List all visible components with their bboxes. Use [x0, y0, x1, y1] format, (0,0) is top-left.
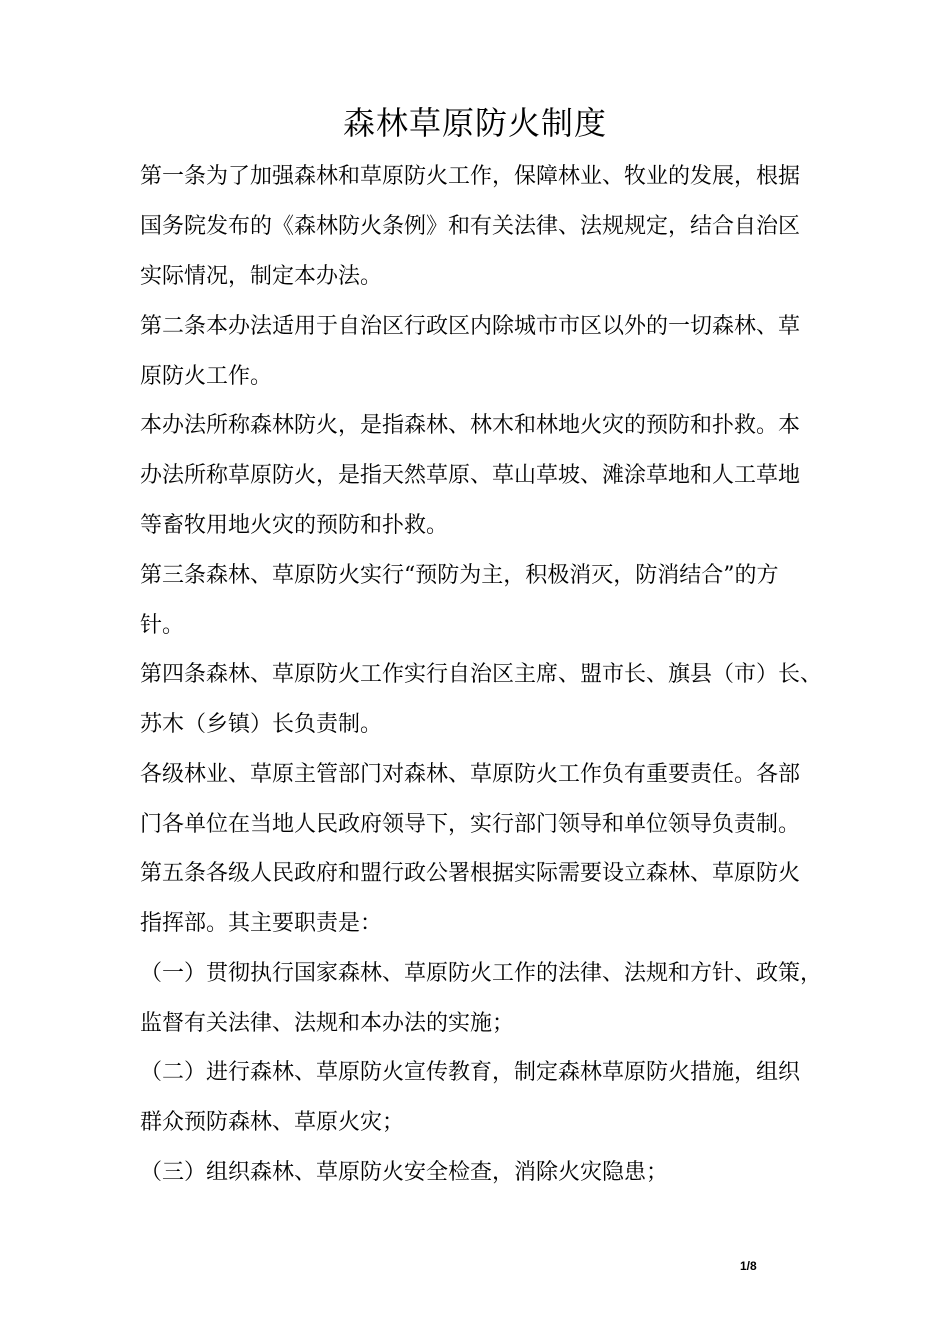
page-number: 1/8	[740, 1259, 757, 1273]
body-line: 苏木（乡镇）长负责制。	[140, 712, 383, 737]
body-line: （一）贯彻执行国家森林、草原防火工作的法律、法规和方针、政策，	[140, 961, 823, 986]
body-line: （二）进行森林、草原防火宣传教育，制定森林草原防火措施，组织	[140, 1060, 801, 1085]
body-line: 针。	[140, 613, 185, 638]
body-line: 实际情况，制定本办法。	[140, 264, 383, 289]
body-line: 门各单位在当地人民政府领导下，实行部门领导和单位领导负责制。	[140, 812, 801, 837]
body-line: 第三条森林、草原防火实行“预防为主，积极消灭，防消结合”的方	[140, 563, 779, 588]
body-line: 原防火工作。	[140, 364, 273, 389]
body-line: 指挥部。其主要职责是：	[140, 911, 383, 936]
body-line: 国务院发布的《森林防火条例》和有关法律、法规规定，结合自治区	[140, 214, 801, 239]
body-line: 监督有关法律、法规和本办法的实施；	[140, 1011, 515, 1036]
body-line: 群众预防森林、草原火灾；	[140, 1110, 405, 1135]
body-line: 各级林业、草原主管部门对森林、草原防火工作负有重要责任。各部	[140, 762, 801, 787]
body-line: 等畜牧用地火灾的预防和扑救。	[140, 513, 449, 538]
body-line: 第五条各级人民政府和盟行政公署根据实际需要设立森林、草原防火	[140, 861, 801, 886]
body-line: 第一条为了加强森林和草原防火工作，保障林业、牧业的发展，根据	[140, 164, 801, 189]
body-line: 第四条森林、草原防火工作实行自治区主席、盟市长、旗县（市）长、	[140, 662, 823, 687]
body-line: 本办法所称森林防火，是指森林、林木和林地火灾的预防和扑救。本	[140, 413, 801, 438]
body-line: 第二条本办法适用于自治区行政区内除城市市区以外的一切森林、草	[140, 314, 801, 339]
body-line: （三）组织森林、草原防火安全检查，消除火灾隐患；	[140, 1160, 669, 1185]
body-line: 办法所称草原防火，是指天然草原、草山草坡、滩涂草地和人工草地	[140, 463, 801, 488]
document-title: 森林草原防火制度	[342, 104, 607, 142]
